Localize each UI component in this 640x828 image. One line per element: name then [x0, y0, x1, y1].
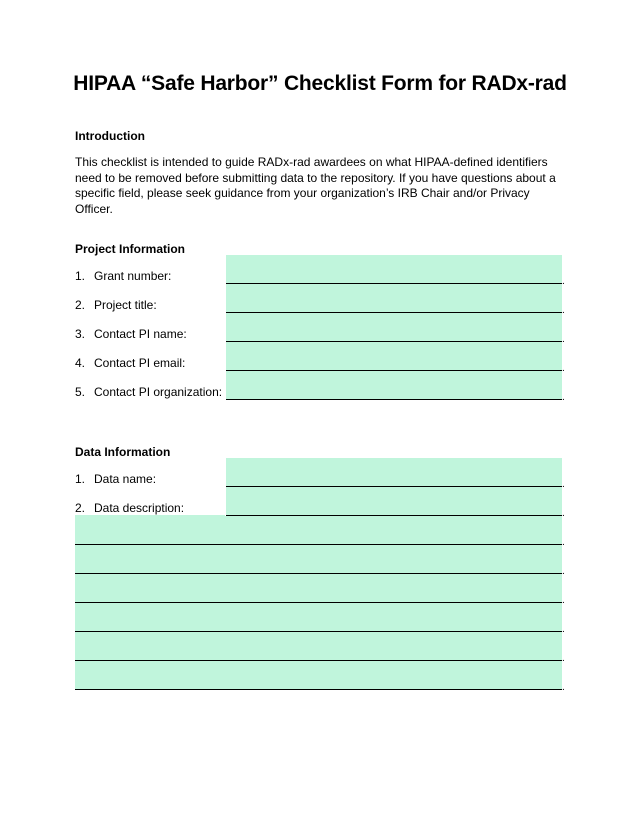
field-number: 1. [75, 472, 86, 486]
line-end-mark: . [562, 305, 565, 316]
contact-pi-email-label: Contact PI email: [94, 356, 186, 370]
contact-pi-name-label: Contact PI name: [94, 327, 187, 341]
data-description-line[interactable] [75, 545, 562, 574]
line-end-mark: . [562, 508, 565, 519]
line-end-mark: . [562, 363, 565, 374]
data-description-line[interactable] [75, 516, 562, 545]
field-row-contact-pi-email [75, 342, 570, 371]
field-number: 3. [75, 327, 86, 341]
line-end-mark: . [562, 392, 565, 403]
contact-pi-organization-input[interactable] [226, 371, 562, 400]
field-row-data-name [75, 458, 570, 487]
project-information-heading: Project Information [75, 242, 186, 256]
contact-pi-organization-label: Contact PI organization: [94, 385, 223, 399]
line-end-mark: . [562, 682, 565, 693]
field-number: 2. [75, 501, 86, 515]
field-row-grant-number [75, 255, 570, 284]
data-description-line[interactable] [75, 661, 562, 690]
data-description-label: Data description: [94, 501, 185, 515]
introduction-heading: Introduction [75, 129, 145, 143]
page-title: HIPAA “Safe Harbor” Checklist Form for RADx-rad [73, 72, 567, 95]
line-end-mark: . [562, 624, 565, 635]
data-description-line[interactable] [75, 632, 562, 661]
field-number: 5. [75, 385, 86, 399]
grant-number-label: Grant number: [94, 269, 172, 283]
field-row-contact-pi-organization [75, 371, 570, 400]
data-description-input[interactable] [226, 487, 562, 516]
line-end-mark: . [562, 653, 565, 664]
introduction-text: This checklist is intended to guide RADx-rad awardees on what HIPAA-defined identifiers need to be removed before submitting data to the repository. If you have questions about a specific field, please seek guidance from your organization’s IRB Chair and/or Privacy Officer. [75, 155, 556, 216]
field-number: 2. [75, 298, 86, 312]
field-number: 4. [75, 356, 86, 370]
data-description-line[interactable] [75, 603, 562, 632]
data-description-line[interactable] [75, 574, 562, 603]
field-row-data-description [75, 487, 570, 516]
grant-number-input[interactable] [226, 255, 562, 284]
field-row-contact-pi-name [75, 313, 570, 342]
line-end-mark: . [562, 537, 565, 548]
line-end-mark: . [562, 479, 565, 490]
line-end-mark: . [562, 276, 565, 287]
field-number: 1. [75, 269, 86, 283]
data-information-heading: Data Information [75, 445, 171, 459]
project-title-label: Project title: [94, 298, 157, 312]
line-end-mark: . [562, 566, 565, 577]
field-row-project-title [75, 284, 570, 313]
data-name-label: Data name: [94, 472, 157, 486]
data-name-input[interactable] [226, 458, 562, 487]
project-title-input[interactable] [226, 284, 562, 313]
line-end-mark: . [562, 334, 565, 345]
contact-pi-email-input[interactable] [226, 342, 562, 371]
contact-pi-name-input[interactable] [226, 313, 562, 342]
line-end-mark: . [562, 595, 565, 606]
